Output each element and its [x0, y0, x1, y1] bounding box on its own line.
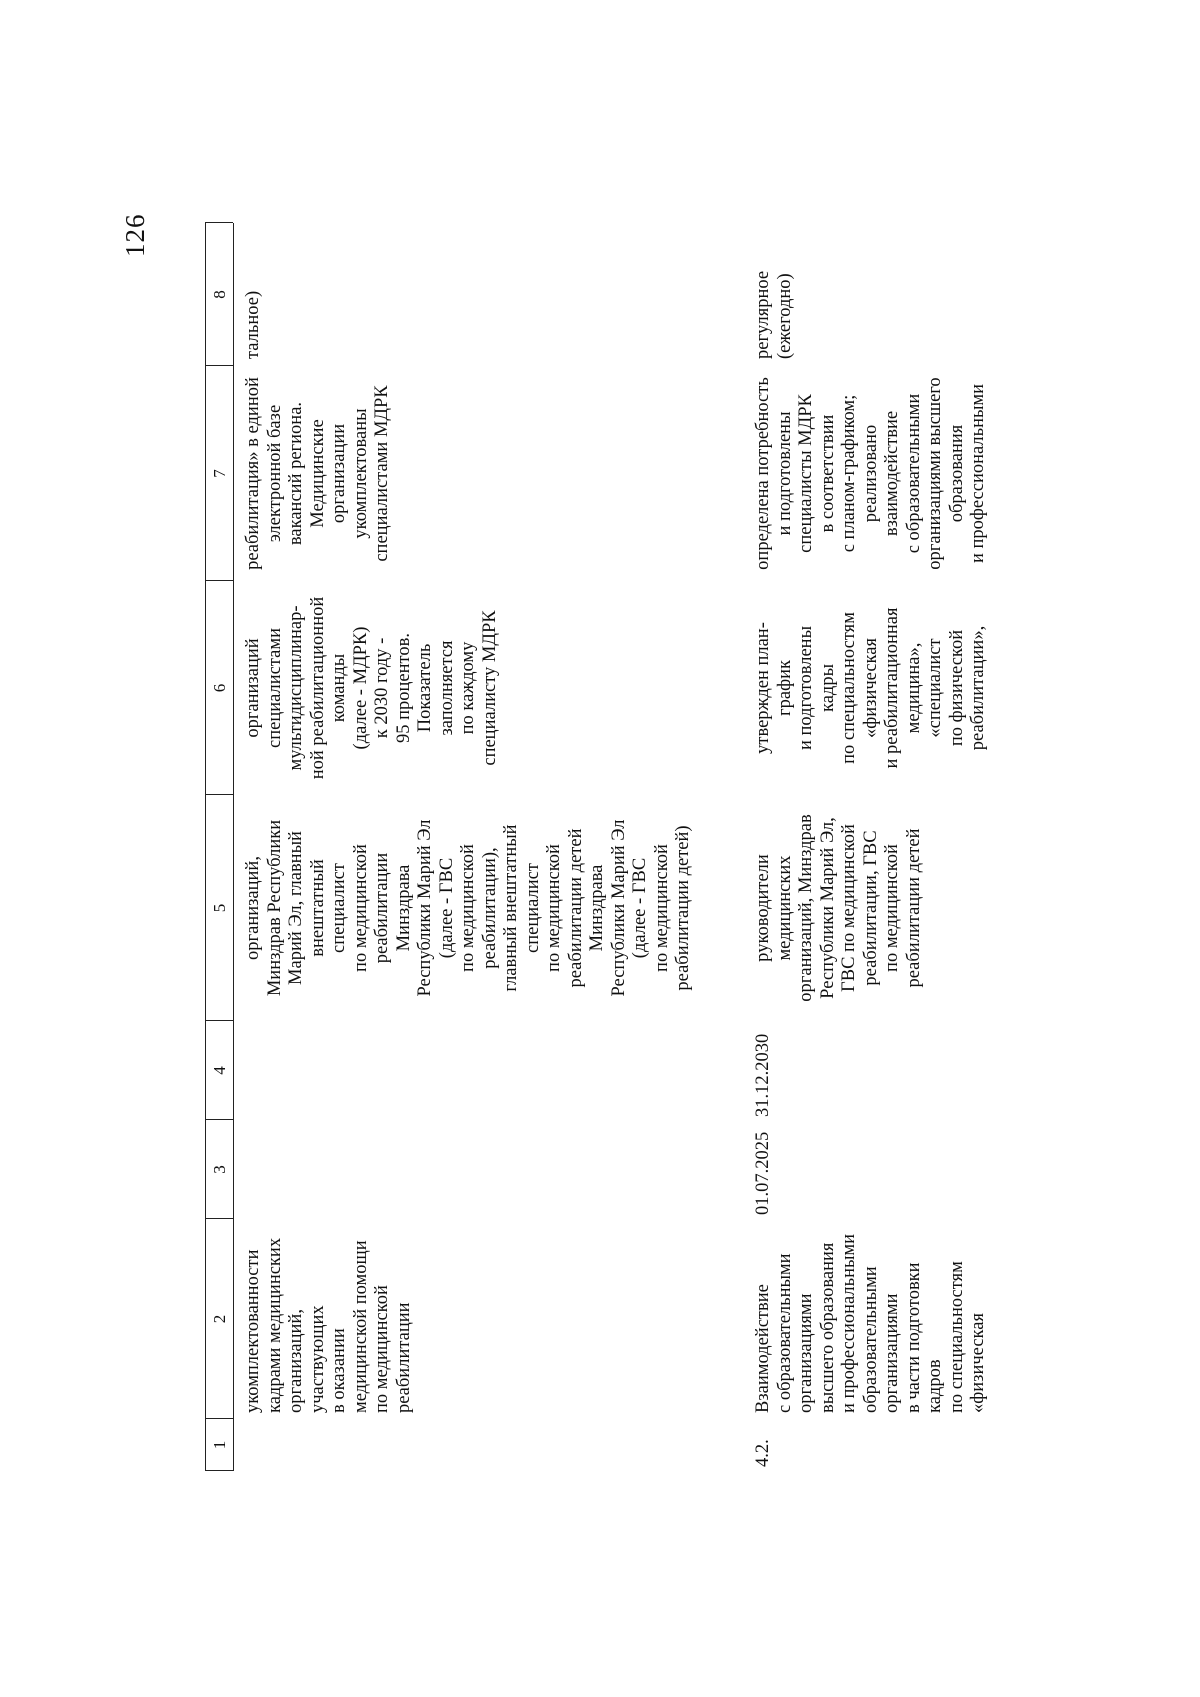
column-header-7: 7	[210, 469, 229, 478]
row2-result-cell: определена потребность и подготовлены специалисты МДРК в соответствии с планом-графиком; реализовано взаимодействие с образовательными организациями высшего образования и профессиональными	[753, 377, 988, 570]
column-header-5: 5	[210, 903, 229, 913]
row1-result-cell: реабилитация» в единой электронной базе вакансий региона. Медицинские организации укомплектованы специалистами МДРК	[243, 377, 392, 570]
plan-table	[205, 223, 1200, 1471]
row2-end-date-cell: 31.12.2030	[753, 1033, 773, 1117]
column-header-2: 2	[210, 1314, 229, 1324]
row2-start-date-cell: 01.07.2025	[753, 1131, 773, 1215]
page-number: 126	[120, 213, 150, 257]
column-header-1: 1	[210, 1440, 229, 1450]
row1-responsible-cell: организаций, Минздрав Республики Марий Эл, главный внештатный специалист по медицинской реабилитации Минздрава Республики Марий Эл (далее - ГВС по медицинской реабилитации), главный внештатный специалист по медицинской реабилитации детей Минздрава Республики Марий Эл (далее - ГВС по медицинской реабилитации детей)	[243, 819, 693, 997]
table-top-rule	[205, 223, 206, 1471]
column-header-3: 3	[210, 1165, 229, 1174]
header-bottom-rule	[233, 223, 234, 1471]
column-header-4: 4	[210, 1066, 229, 1075]
row2-number-cell: 4.2.	[753, 1439, 773, 1467]
row2-periodicity-cell: регулярное (ежегодно)	[753, 270, 795, 359]
row2-task-cell: Взаимодействие с образовательными организациями высшего образования и профессиональными образовательными организациями в части подготовки кадров по специальностям «физическая	[753, 1233, 988, 1413]
row2-responsible-cell: руководители медицинских организаций, Минздрав Республики Марий Эл, ГВС по медицинской реабилитации, ГВС по медицинской реабилитации детей	[753, 814, 924, 1002]
row1-task-cell: укомплектованности кадрами медицинских организаций, участвующих в оказании медицинской помощи по медицинской реабилитации	[243, 1237, 414, 1413]
column-header-8: 8	[210, 290, 229, 299]
row2-indicator-cell: утвержден план- график и подготовлены кадры по специальностям «физическая и реабилитационная медицина», «специалист по физической реабилитации»,	[753, 607, 988, 769]
row1-periodicity-cell: тальное)	[243, 290, 263, 359]
column-header-6: 6	[210, 683, 229, 693]
row1-indicator-cell: организаций специалистами мультидисциплинар- ной реабилитационной команды (далее - МДРК) к 2030 году - 95 процентов. Показатель заполняется по каждому специалисту МДРК	[243, 596, 500, 780]
